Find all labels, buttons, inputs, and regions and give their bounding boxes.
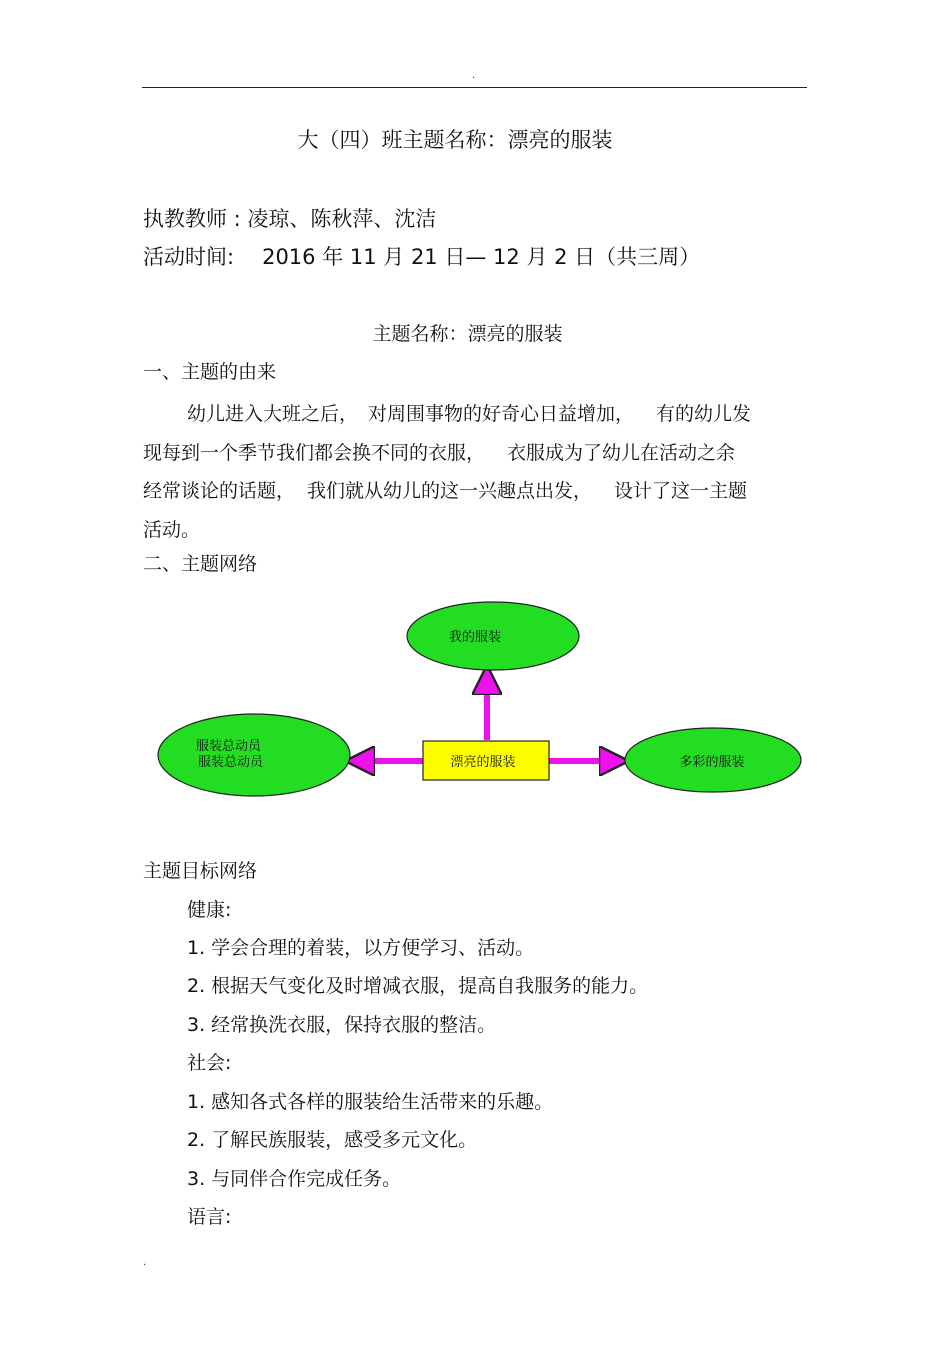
footer-mark: .	[143, 1257, 147, 1268]
goals-heading: 主题目标网络	[143, 860, 258, 882]
health-item-1: 1. 学会合理的着装，以方便学习、活动。	[187, 937, 535, 959]
section-subtitle: 主题名称：漂亮的服装	[372, 323, 563, 345]
society-item-3: 3. 与同伴合作完成任务。	[187, 1168, 402, 1190]
paragraph-line: 现每到一个季节我们都会换不同的衣服， 衣服成为了幼儿在活动之余	[143, 441, 736, 464]
time-value: 2016 年 11 月 21 日— 12 月 2 日（共三周）	[262, 245, 701, 269]
time-label: 活动时间:	[143, 245, 235, 269]
society-label: 社会:	[187, 1052, 232, 1074]
document-title: 大（四）班主题名称：漂亮的服装	[297, 128, 613, 152]
society-item-2: 2. 了解民族服装，感受多元文化。	[187, 1129, 478, 1151]
node-center-label: 漂亮的服装	[450, 755, 516, 770]
health-item-3: 3. 经常换洗衣服，保持衣服的整洁。	[187, 1014, 497, 1036]
node-my-clothes-label: 我的服装	[448, 630, 502, 645]
society-item-1: 1. 感知各式各样的服装给生活带来的乐趣。	[187, 1091, 554, 1113]
health-item-2: 2. 根据天气变化及时增减衣服，提高自我服务的能力。	[187, 975, 649, 997]
health-label: 健康:	[187, 899, 232, 921]
paragraph-line: 经常谈论的话题， 我们就从幼儿的这一兴趣点出发， 设计了这一主题	[143, 480, 748, 502]
paragraph-line: 幼儿进入大班之后， 对周围事物的好奇心日益增加， 有的幼儿发	[187, 403, 752, 425]
node-right-label: 多彩的服装	[679, 755, 745, 770]
node-left-label-2: 服装总动员	[198, 755, 264, 770]
section1-heading: 一、主题的由来	[143, 361, 277, 383]
section2-heading: 二、主题网络	[143, 553, 258, 575]
teachers-line: 执教教师 : 凌琼、陈秋萍、沈洁	[143, 207, 437, 231]
header-mark: .	[472, 70, 476, 81]
node-left-label-1: 服装总动员	[196, 739, 262, 754]
paragraph-line: 活动。	[143, 518, 201, 541]
language-label: 语言:	[187, 1206, 232, 1228]
